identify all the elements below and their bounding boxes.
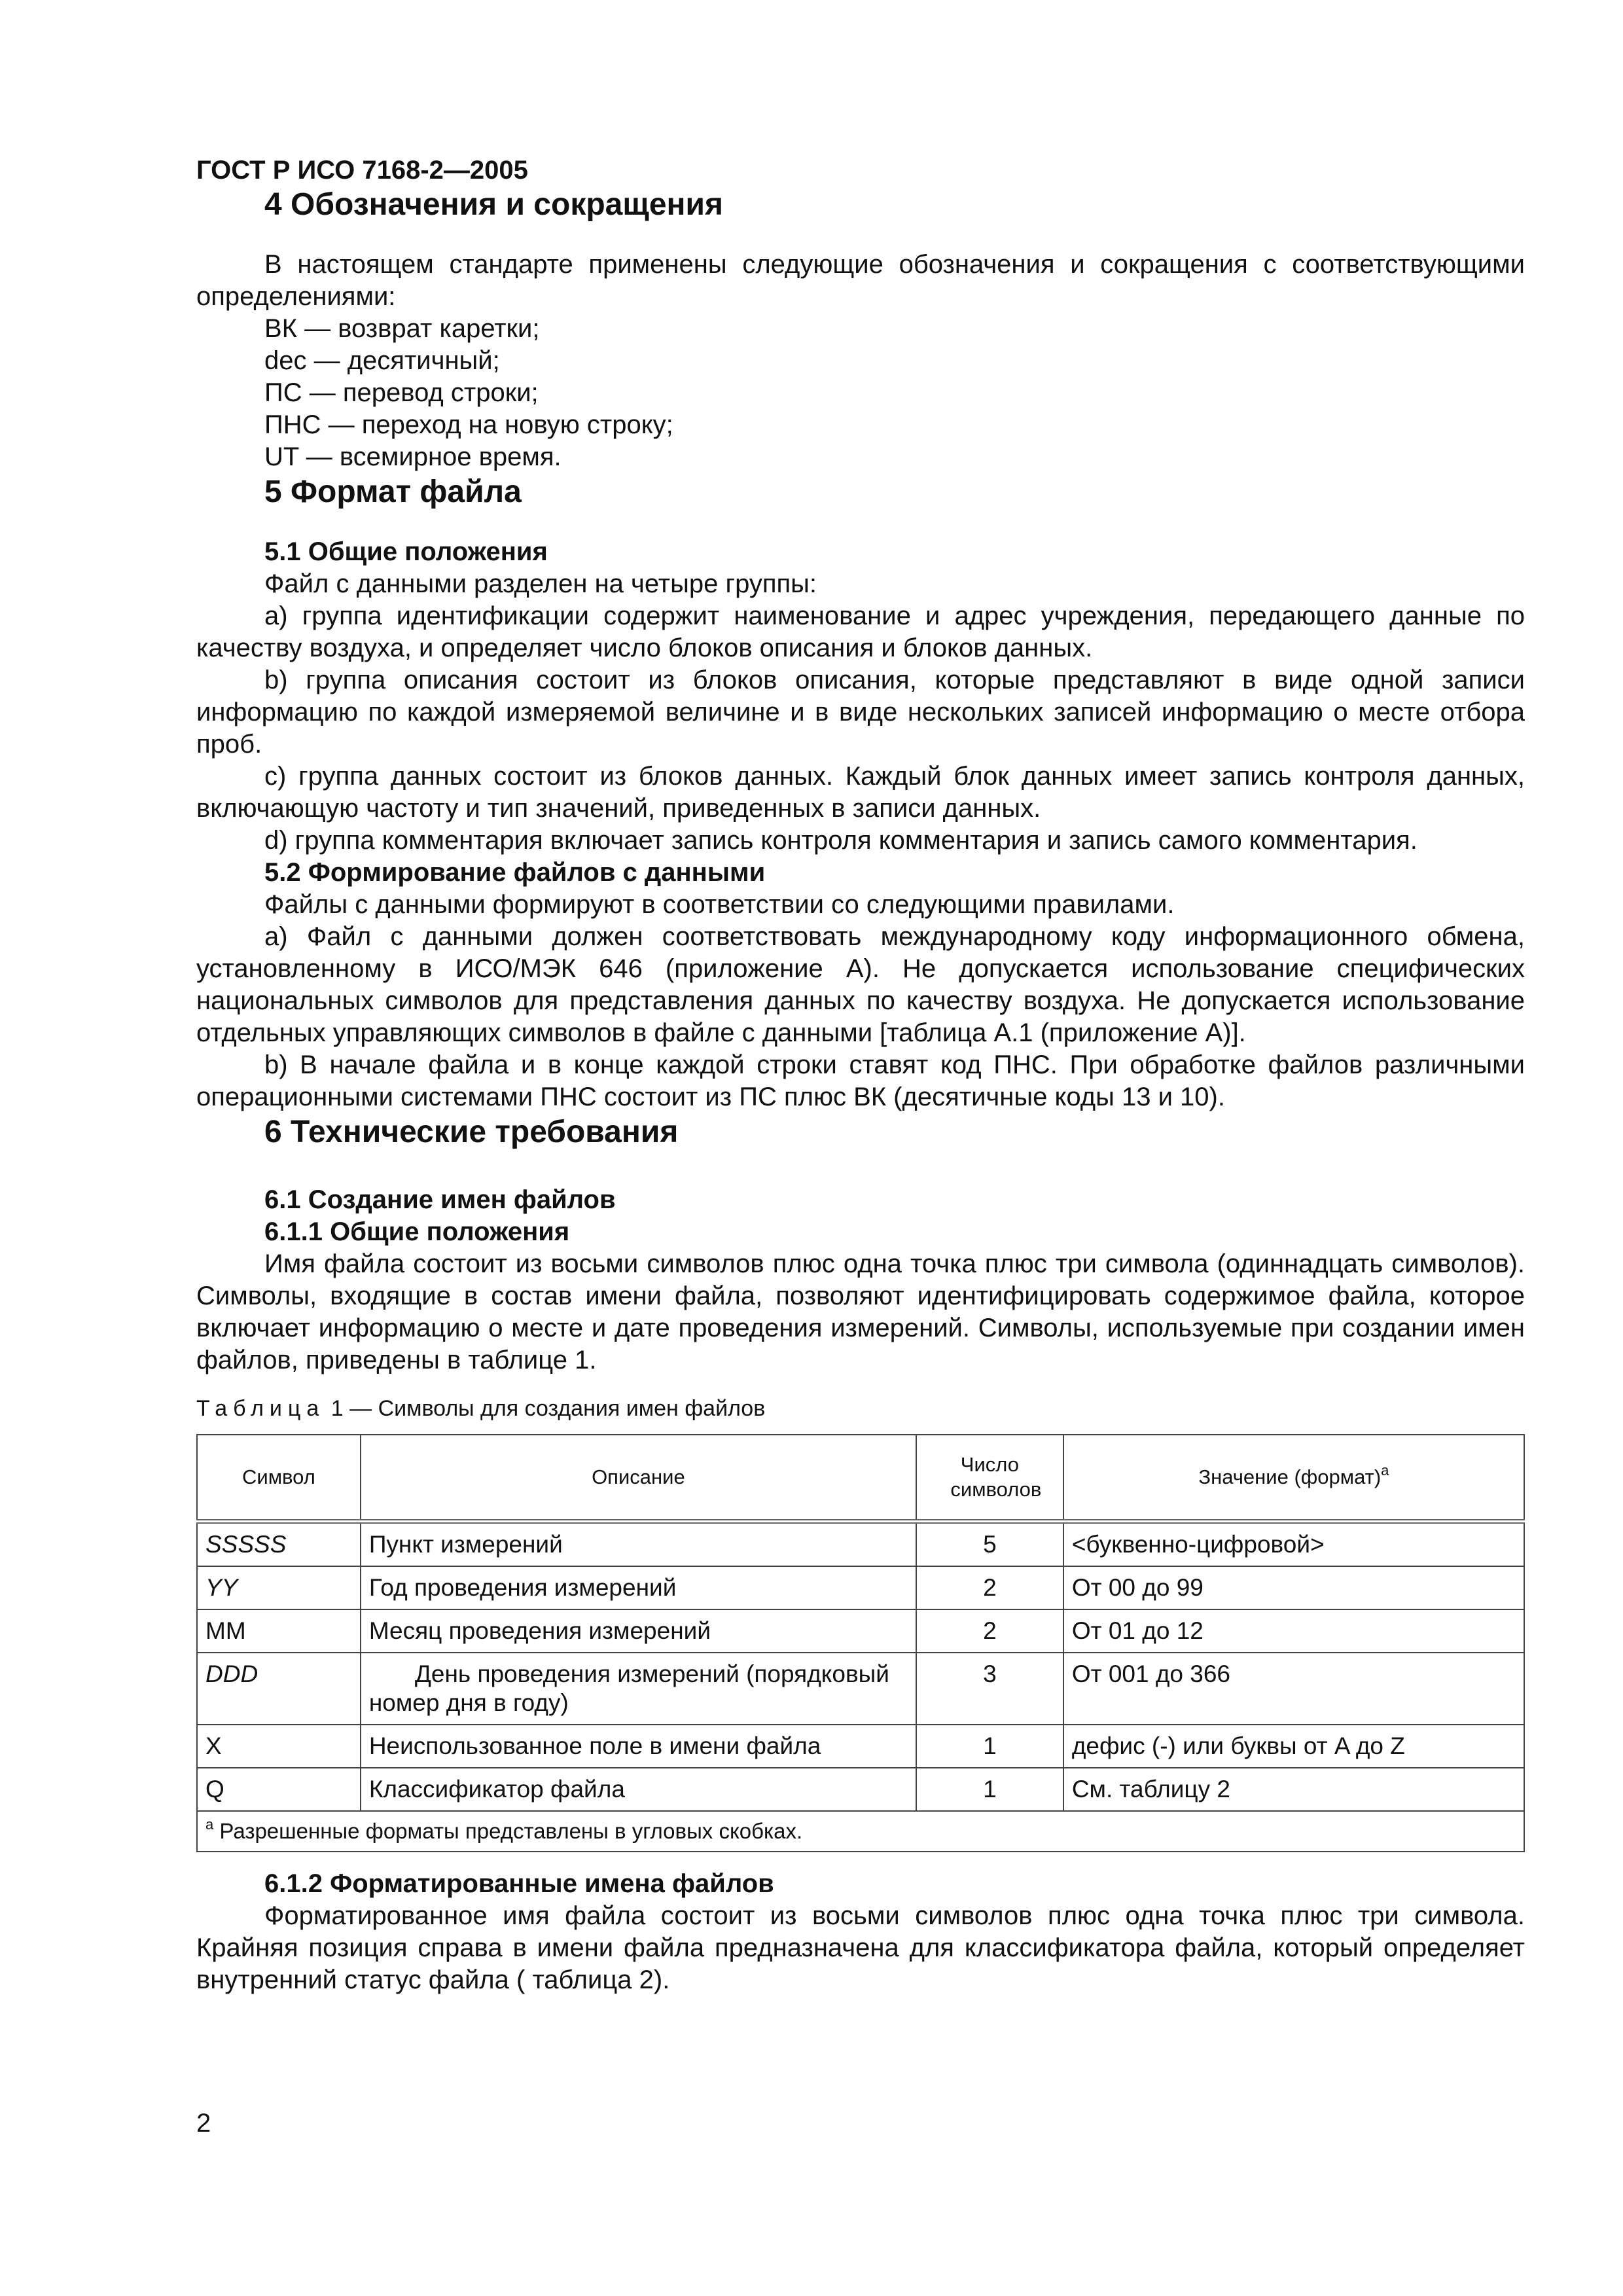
- table-row: [197, 1768, 1524, 1811]
- header-count-text: Число символов: [950, 1453, 1042, 1501]
- abbreviation-item: dec — десятичный;: [264, 346, 500, 375]
- cell-description: День проведения измерений (порядковый номер дня в году): [361, 1653, 916, 1725]
- header-symbol: Символ: [197, 1435, 361, 1522]
- cell-symbol: SSSSS: [197, 1522, 361, 1567]
- group-item-d: d) группа комментария включает запись контроля комментария и запись самого комментария.: [264, 826, 1418, 855]
- table-row: [197, 1653, 1524, 1725]
- header-count: [916, 1435, 1063, 1522]
- table-caption-text: 1 — Символы для создания имен файлов: [330, 1396, 766, 1421]
- cell-description: Классификатор файла: [361, 1768, 916, 1811]
- abbreviation-item: UT — всемирное время.: [264, 442, 562, 471]
- table-row: [197, 1609, 1524, 1653]
- table-footnote-row: [197, 1811, 1524, 1852]
- cell-value: См. таблицу 2: [1063, 1768, 1524, 1811]
- header-description: Описание: [361, 1435, 916, 1522]
- cell-value: <буквенно-цифровой>: [1063, 1522, 1524, 1567]
- cell-count: 2: [916, 1609, 1063, 1653]
- section-4-intro: В настоящем стандарте применены следующие обозначения и сокращения с соответствующими определениями:: [196, 250, 1525, 311]
- subsection-6-1-2-title: 6.1.2 Форматированные имена файлов: [264, 1869, 774, 1898]
- footnote-text: Разрешенные форматы представлены в угловых скобках.: [219, 1819, 803, 1843]
- cell-symbol: MM: [197, 1609, 361, 1653]
- section-5-title: 5 Формат файла: [264, 475, 522, 509]
- group-item-c: c) группа данных состоит из блоков данных. Каждый блок данных имеет запись контроля данных, включающую частоту и тип значений, приведенных в записи данных.: [196, 762, 1525, 823]
- table-1-caption: [196, 1395, 1525, 1422]
- cell-symbol: Q: [197, 1768, 361, 1811]
- cell-value: От 001 до 366: [1063, 1653, 1524, 1725]
- header-value-footnote-mark: a: [1381, 1462, 1389, 1479]
- header-value: [1063, 1435, 1524, 1522]
- cell-description: Пункт измерений: [361, 1522, 916, 1567]
- footnote-mark: a: [205, 1816, 214, 1833]
- cell-value: От 00 до 99: [1063, 1566, 1524, 1609]
- document-id-header: ГОСТ Р ИСО 7168-2—2005: [196, 156, 528, 185]
- cell-count: 2: [916, 1566, 1063, 1609]
- group-item-b: b) группа описания состоит из блоков описания, которые представляют в виде одной записи информацию по каждой измеряемой величине и в виде нескольких записей информацию о месте отбора проб.: [196, 666, 1525, 759]
- table-header-row: [197, 1435, 1524, 1522]
- cell-symbol: X: [197, 1725, 361, 1768]
- cell-symbol: DDD: [197, 1653, 361, 1725]
- subsection-5-2-title: 5.2 Формирование файлов с данными: [264, 858, 766, 887]
- subsection-6-1-1-text: Имя файла состоит из восьми символов плюс одна точка плюс три символа (одиннадцать символов). Символы, входящие в состав имени файла, позволяют идентифицировать содержимое файла, которое включает информацию о месте и дате проведения измерений. Символы, используемые при создании имен файлов, приведены в таблице 1.: [196, 1249, 1525, 1374]
- cell-description: Год проведения измерений: [361, 1566, 916, 1609]
- rule-item-a: a) Файл с данными должен соответствовать международному коду информационного обмена, установленному в ИСО/МЭК 646 (приложение А). Не допускается использование специфических национальных символов для представления данных по качеству воздуха. Не допускается использование отдельных управляющих символов в файле с данными [таблица А.1 (приложение А)].: [196, 922, 1525, 1047]
- table-row: [197, 1725, 1524, 1768]
- cell-count: 1: [916, 1725, 1063, 1768]
- table-caption-word: Таблица: [196, 1396, 325, 1421]
- cell-count: 3: [916, 1653, 1063, 1725]
- abbreviation-item: ПНС — переход на новую строку;: [264, 410, 673, 439]
- subsection-5-2-intro: Файлы с данными формируют в соответствии со следующими правилами.: [264, 890, 1175, 919]
- cell-count: 5: [916, 1522, 1063, 1567]
- group-item-a: a) группа идентификации содержит наименование и адрес учреждения, передающего данные по качеству воздуха, и определяет число блоков описания и блоков данных.: [196, 601, 1525, 662]
- cell-description: Неиспользованное поле в имени файла: [361, 1725, 916, 1768]
- page-number: 2: [196, 2109, 211, 2138]
- subsection-6-1-1-title: 6.1.1 Общие положения: [264, 1217, 570, 1246]
- table-row: [197, 1522, 1524, 1567]
- page-content: [196, 154, 1525, 1996]
- rule-item-b: b) В начале файла и в конце каждой строки ставят код ПНС. При обработке файлов различными операционными системами ПНС состоит из ПС плюс ВК (десятичные коды 13 и 10).: [196, 1050, 1525, 1111]
- subsection-6-1-title: 6.1 Создание имен файлов: [264, 1185, 616, 1214]
- cell-count: 1: [916, 1768, 1063, 1811]
- cell-value: дефис (-) или буквы от A до Z: [1063, 1725, 1524, 1768]
- table-row: [197, 1566, 1524, 1609]
- section-4-title: 4 Обозначения и сокращения: [264, 187, 724, 222]
- table-1: [196, 1434, 1525, 1852]
- subsection-6-1-2-text: Форматированное имя файла состоит из восьми символов плюс одна точка плюс три символа. Крайняя позиция справа в имени файла предназначена для классификатора файла, который определяет внутренний статус файла ( таблица 2).: [196, 1901, 1525, 1994]
- cell-description: Месяц проведения измерений: [361, 1609, 916, 1653]
- abbreviation-item: ПС — перевод строки;: [264, 378, 539, 407]
- cell-value: От 01 до 12: [1063, 1609, 1524, 1653]
- table-footnote: [197, 1811, 1524, 1852]
- cell-symbol: YY: [197, 1566, 361, 1609]
- subsection-5-1-title: 5.1 Общие положения: [264, 537, 548, 566]
- section-6-title: 6 Технические требования: [264, 1115, 679, 1149]
- subsection-5-1-intro: Файл с данными разделен на четыре группы:: [264, 569, 817, 598]
- abbreviation-item: ВК — возврат каретки;: [264, 314, 540, 343]
- header-value-text: Значение (формат): [1198, 1465, 1382, 1488]
